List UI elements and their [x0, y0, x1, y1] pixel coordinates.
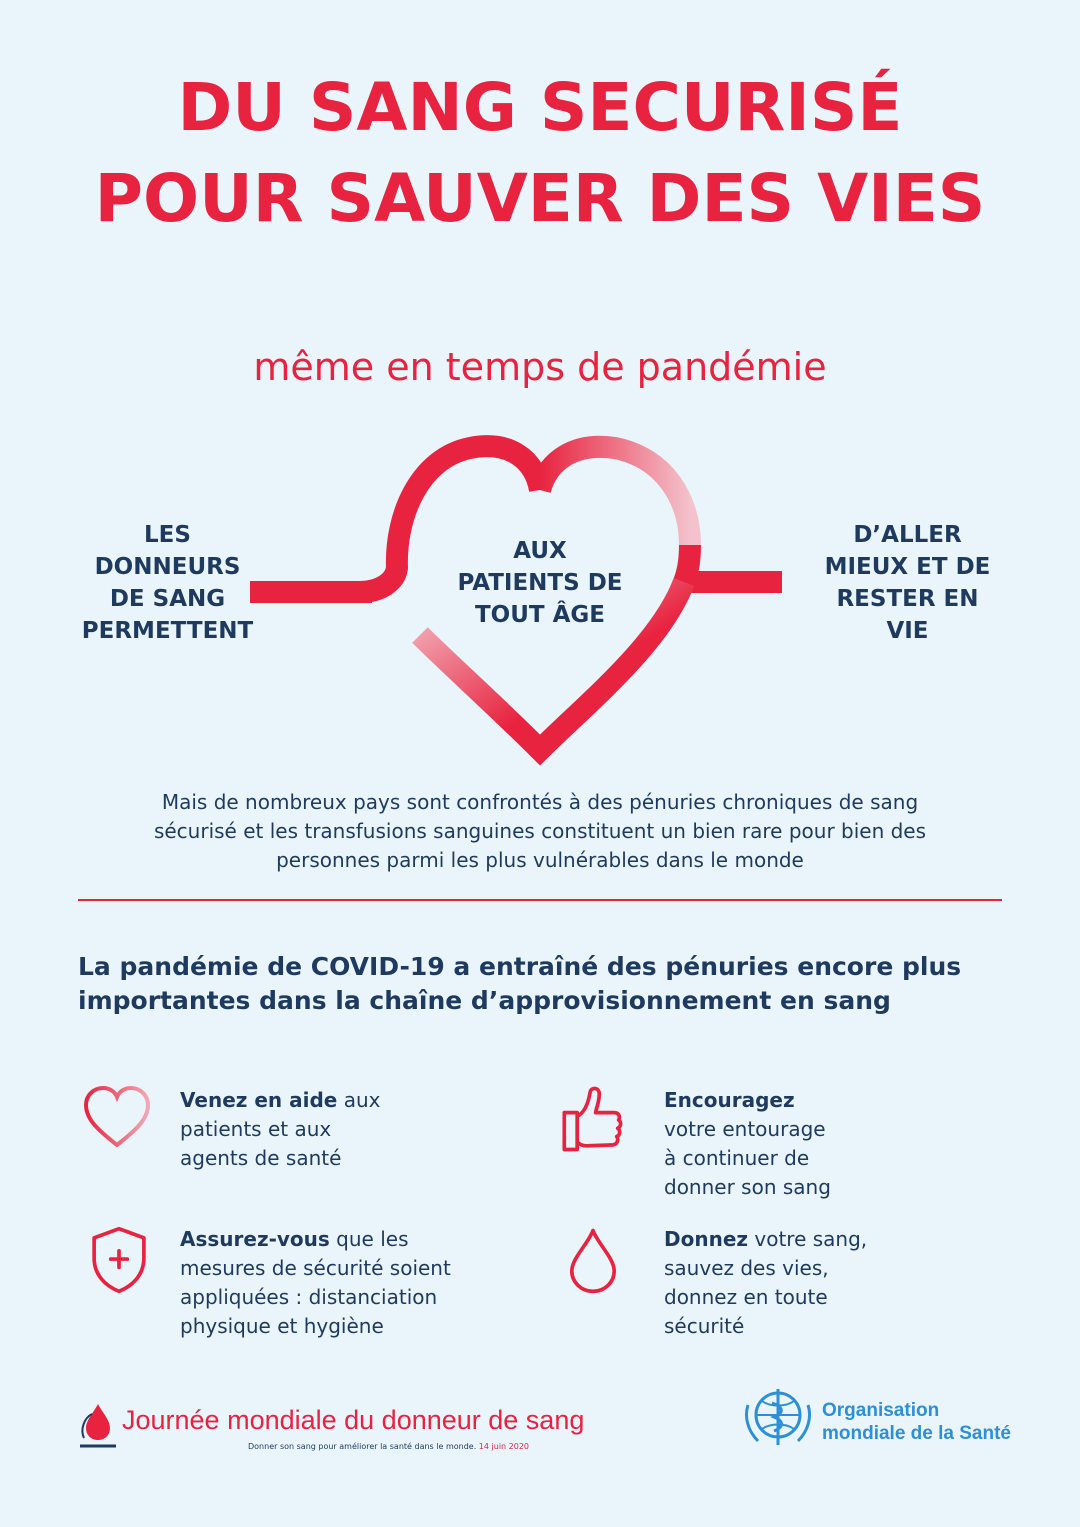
heart-left-line-1: LES — [144, 522, 191, 548]
heart-right-lobe — [540, 447, 690, 545]
action-donate — [664, 1225, 994, 1341]
covid-line-2: importantes dans la chaîne d’approvisionnement en sang — [78, 986, 891, 1015]
action-safety-bold: Assurez-vous — [180, 1227, 330, 1251]
heart-left-line-3: DE SANG — [109, 586, 226, 612]
action-help-rest: aux — [337, 1088, 381, 1112]
heart-center-line-2: PATIENTS DE — [457, 570, 623, 596]
action-encourage-line-4: donner son sang — [664, 1175, 831, 1199]
covid-line-1: La pandémie de COVID-19 a entraîné des pénuries encore plus — [78, 952, 962, 981]
heart-left-line-2: DONNEURS — [94, 554, 241, 580]
action-encourage — [664, 1086, 994, 1202]
heart-right-line-2: MIEUX ET DE — [824, 554, 991, 580]
action-help-line-2: patients et aux — [180, 1117, 332, 1141]
blood-donor-day-tagline — [248, 1442, 529, 1451]
heart-center-line-1: AUX — [513, 538, 567, 564]
intro-paragraph — [90, 788, 990, 875]
action-encourage-line-3: à continuer de — [664, 1146, 810, 1170]
heart-right-line-3: RESTER EN — [836, 586, 979, 612]
who-emblem-icon — [740, 1385, 816, 1451]
action-encourage-line-2: votre entourage — [664, 1117, 826, 1141]
action-donate-line-4: sécurité — [664, 1314, 745, 1338]
heart-icon — [82, 1083, 152, 1153]
page-subtitle: même en temps de pandémie — [253, 345, 827, 389]
who-line-2: mondiale de la Santé — [822, 1423, 1011, 1444]
paragraph-line-1: Mais de nombreux pays sont confrontés à des pénuries chroniques de sang — [161, 790, 919, 814]
blood-donor-day-title: Journée mondiale du donneur de sang — [122, 1405, 585, 1435]
paragraph-line-2: sécurisé et les transfusions sanguines constituent un bien rare pour bien des — [153, 819, 927, 843]
shield-icon — [84, 1225, 154, 1295]
action-safety-rest: que les — [329, 1227, 409, 1251]
action-help — [180, 1086, 510, 1173]
action-donate-line-3: donnez en toute — [664, 1285, 828, 1309]
heart-right-line-1: D’ALLER — [853, 522, 962, 548]
action-help-bold: Venez en aide — [180, 1088, 338, 1112]
divider — [78, 899, 1002, 901]
action-help-line-3: agents de santé — [180, 1146, 342, 1170]
action-donate-bold: Donnez — [664, 1227, 749, 1251]
action-encourage-bold: Encouragez — [664, 1088, 795, 1112]
page-title-line2: POUR SAUVER DES VIES — [94, 160, 986, 237]
paragraph-line-3: personnes parmi les plus vulnérables dans le monde — [276, 848, 804, 872]
heart-right-text — [800, 519, 1015, 647]
action-safety — [180, 1225, 520, 1341]
thumbs-up-icon — [556, 1085, 626, 1155]
heart-right-line — [684, 545, 782, 582]
blood-donor-day-logo-icon — [76, 1402, 120, 1450]
covid-heading — [78, 950, 1008, 1018]
heart-right-line-4: VIE — [886, 618, 929, 644]
page-title-line1: DU SANG SECURISÉ — [177, 69, 903, 146]
action-donate-rest: votre sang, — [748, 1227, 868, 1251]
heart-center-line-3: TOUT ÂGE — [474, 602, 605, 628]
action-safety-line-2: mesures de sécurité soient — [180, 1256, 451, 1280]
drop-icon — [558, 1225, 628, 1295]
action-donate-line-2: sauvez des vies, — [664, 1256, 829, 1280]
heart-center-text — [430, 535, 650, 631]
action-safety-line-4: physique et hygiène — [180, 1314, 384, 1338]
action-safety-line-3: appliquées : distanciation — [180, 1285, 438, 1309]
tagline-text: Donner son sang pour améliorer la santé dans le monde. — [248, 1442, 477, 1451]
heart-left-line-4: PERMETTENT — [81, 618, 254, 644]
tagline-date: 14 juin 2020 — [478, 1442, 530, 1451]
heart-left-text — [60, 519, 275, 647]
who-line-1: Organisation — [822, 1400, 940, 1421]
who-name — [822, 1399, 1011, 1445]
